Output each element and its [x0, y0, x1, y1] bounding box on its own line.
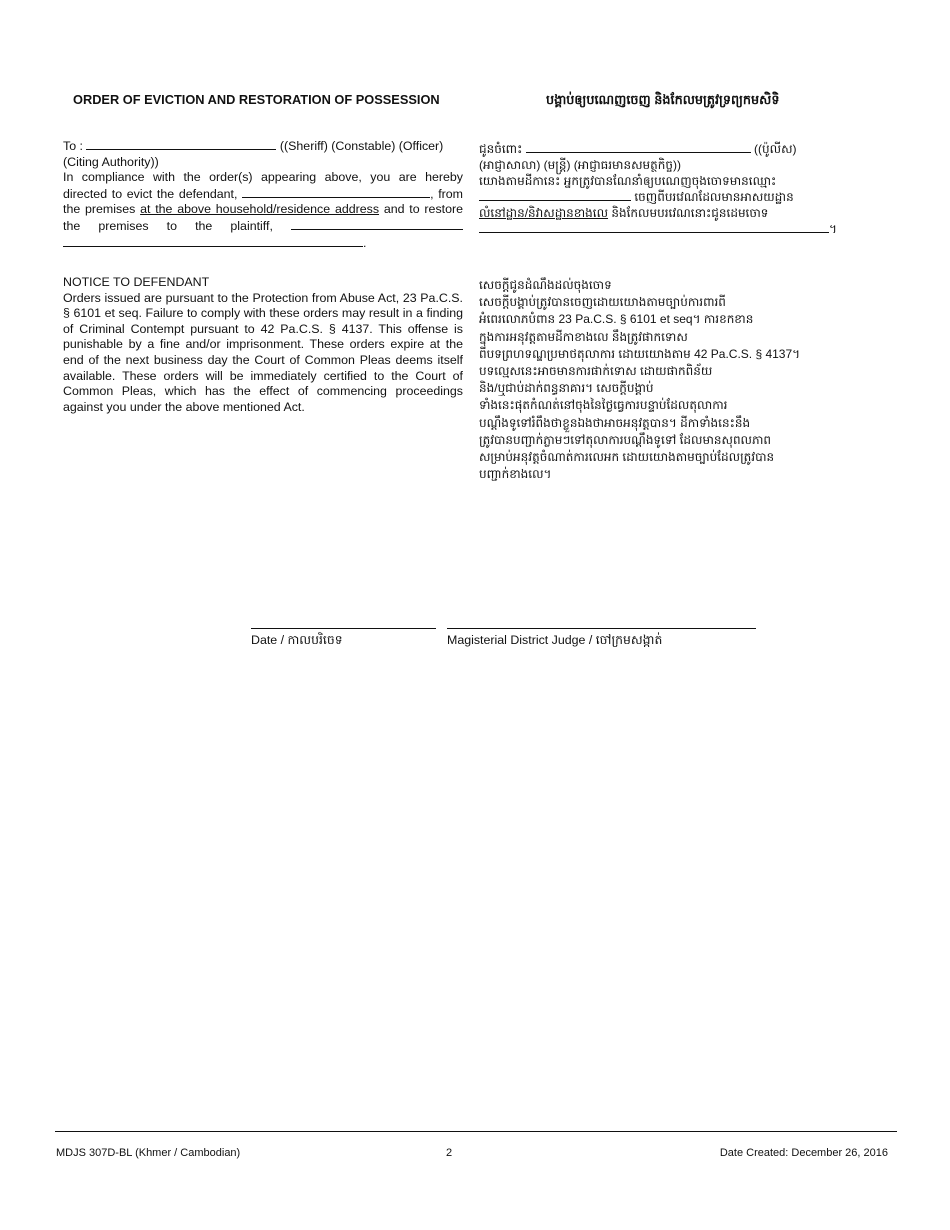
km-to-line: ជូនចំពោះ ((ប៉ូលីស): [479, 142, 797, 156]
km-notice-line-2: អំពេរលោភបំពាន 23 Pa.C.S. § 6101 et seq។ ការខកខាន: [479, 312, 754, 327]
km-notice-line-3: ក្នុងការអនុវត្តតាមដីកាខាងលេ នឹងត្រូវផាកទោស: [479, 329, 688, 344]
title-english: ORDER OF EVICTION AND RESTORATION OF POSSESSION: [73, 92, 440, 107]
title-khmer: បង្គាប់ឲ្យបណេញចេញ និងកែលមត្រូវទ្រព្យកមសិទិ: [546, 92, 780, 107]
date-created: Date Created: December 26, 2016: [719, 1147, 888, 1159]
order-text-english: [63, 138, 463, 251]
km-notice-line-10: សម្រាប់អនុវត្តចំណាត់ការលេអក ដោយយោងតាមច្បាប់ដែលត្រូវបាន: [479, 450, 775, 465]
page-number: 2: [446, 1147, 453, 1159]
to-label: To :: [63, 139, 83, 153]
km-officer-blank[interactable]: [526, 141, 751, 153]
date-label: Date / កាលបរិចេទ: [251, 633, 343, 647]
plaintiff-name-blank[interactable]: [291, 218, 463, 230]
km-notice-line-4: ពីបទព្រហទណ្ឌប្រមាថតុលាការ ដោយយោងតាម 42 Pa.C.S. § 4137។: [479, 346, 801, 361]
km-notice-title: សេចក្តីជូនដំណឹងដល់ចុងចោទ: [479, 278, 612, 292]
notice-english: [63, 275, 463, 415]
km-notice-line-9: ត្រូវបានបញ្ជាក់ភ្លាមៗទៅតុលាការបណ្តឹងទូទៅ ដែលមានសុពលភាព: [479, 432, 772, 447]
address-reference: at the above household/residence address: [140, 202, 380, 217]
footer-rule: [55, 1131, 897, 1132]
judge-label: Magisterial District Judge / ចៅក្រមសង្កាត់: [447, 633, 663, 647]
km-authority-line: (អាជ្ញាសាលា) (មន្រ្តី) (អាជ្ញាធរមានសមត្ថកិច្ច)): [479, 158, 681, 172]
km-notice-line-8: បណ្តឹងទូទៅរំពឹងថាខ្លួនឯងថាអាចអនុវត្តបាន។ ដីកាទាំងនេះនឹង: [479, 415, 751, 430]
km-restore-line: លំនៅដ្ឋាន/និវាសដ្ឋានខាងលេ និងកែលមបរវេណនោះជូនដេមចោទ: [479, 206, 769, 220]
km-notice-line-1: សេចក្តីបង្គាប់ត្រូវបានចេញដោយយោងតាមច្បាប់ការពារពី: [479, 295, 726, 310]
form-id: MDJS 307D-BL (Khmer / Cambodian): [56, 1147, 241, 1159]
km-notice-line-11: បញ្ជាក់ខាងលេ។: [479, 467, 552, 482]
plaintiff-name-blank-2[interactable]: [63, 235, 363, 247]
km-plaintiff-line: ។: [479, 221, 877, 237]
compliance-paragraph: In compliance with the order(s) appearing above, you are hereby directed to evict the defendant, , from the premises at the above household/residence address and to restore the premises to the plaintiff, .: [63, 170, 463, 250]
km-premises-line: ចេញពីបរវេណដែលមានអាសយដ្ឋាន: [479, 189, 877, 205]
km-notice-line-5: បទល្មេសនេះអាចមានការផាក់ទោស ដោយផាកពិន័យ: [479, 364, 713, 379]
km-defendant-blank[interactable]: [479, 189, 631, 201]
notice-khmer: [479, 277, 877, 483]
defendant-name-blank[interactable]: [242, 186, 430, 198]
km-notice-line-7: ទាំងនេះផុតកំណត់នៅចុងនៃថ្ងៃធ្វេការបន្ទាប់ដែលតុលាការ: [479, 398, 728, 413]
to-line: [63, 138, 463, 155]
notice-title: NOTICE TO DEFENDANT: [63, 275, 210, 289]
notice-body: Orders issued are pursuant to the Protection from Abuse Act, 23 Pa.C.S. § 6101 et seq. Failure to comply with these orders may result in a finding of Criminal Contempt pursuant to 42 Pa.C.S. § 4137. This offense is punishable by a fine and/or imprisonment. These orders expire at the end of the next business day the Court of Common Pleas deems itself available. These orders will be immediately certified to the Court of Common Pleas, which has the effect of commencing proceedings against you under the above mentioned Act.: [63, 290, 463, 414]
km-plaintiff-blank[interactable]: [479, 221, 829, 233]
km-notice-line-6: និង/ឬជាប់ដាក់ពន្ធនាគារ។ សេចក្តីបង្គាប់: [479, 381, 654, 396]
officer-roles: ((Sheriff) (Constable) (Officer): [279, 139, 444, 153]
judge-signature-line[interactable]: [447, 628, 756, 629]
order-text-khmer: [479, 141, 877, 237]
km-compliance-line: យោងតាមដីកានេះ អ្នកត្រូវបានណែនាំឲ្យបណេញចុងចោទមានឈ្មោះ: [479, 174, 777, 188]
officer-name-blank[interactable]: [86, 138, 276, 150]
citing-authority: (Citing Authority)): [63, 154, 159, 169]
date-signature-line[interactable]: [251, 628, 436, 629]
